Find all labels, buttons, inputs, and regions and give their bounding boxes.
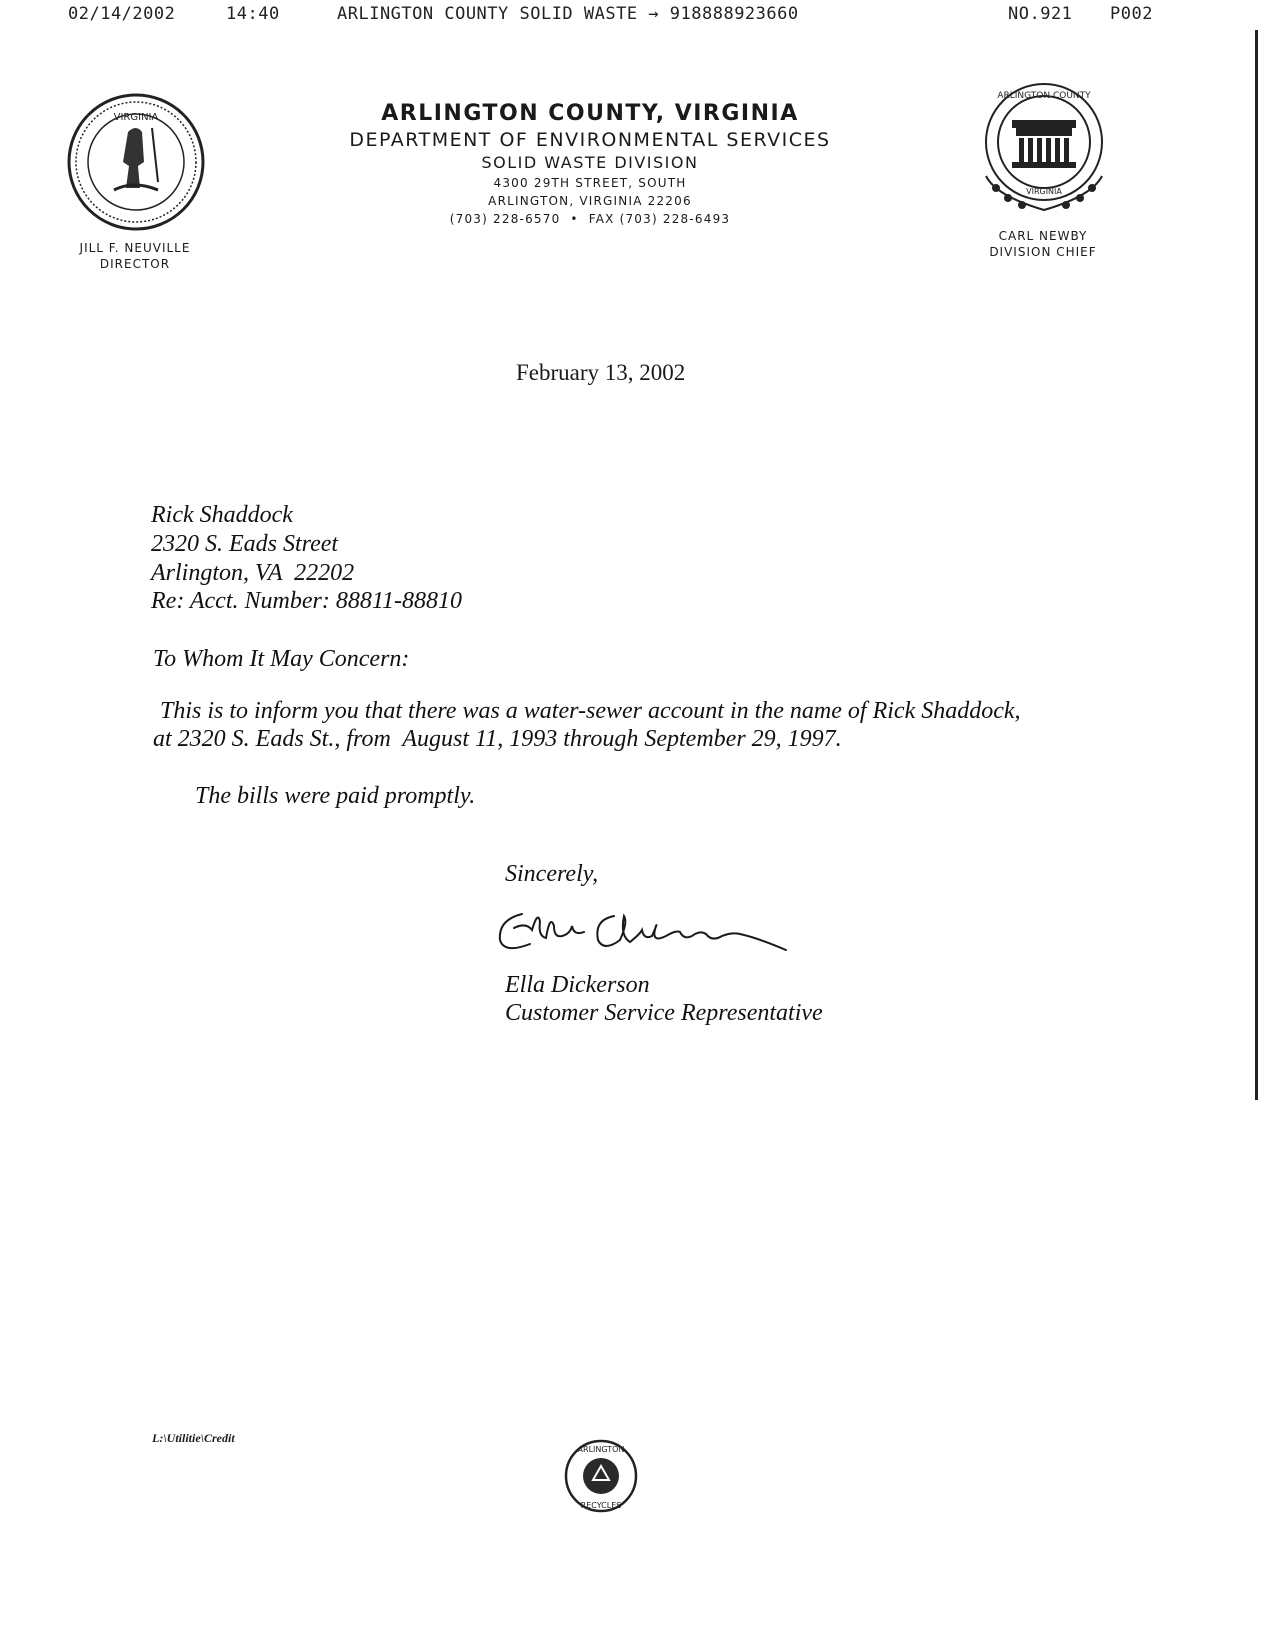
signature-image	[492, 900, 822, 972]
body-line-2: at 2320 S. Eads St., from August 11, 1993 through September 29, 1997.	[153, 726, 842, 752]
phone-fax: (703) 228-6570 • FAX (703) 228-6493	[449, 212, 731, 226]
body-line-1: This is to inform you that there was a water-sewer account in the name of Rick Shaddock,	[160, 698, 1021, 724]
county-title: ARLINGTON COUNTY, VIRGINIA	[381, 101, 799, 126]
svg-text:RECYCLES: RECYCLES	[580, 1501, 622, 1510]
recipient-city: Arlington, VA 22202	[151, 560, 355, 586]
file-path: L:\Utilitie\Credit	[152, 1431, 235, 1445]
recipient-name: Rick Shaddock	[151, 502, 293, 528]
svg-text:VIRGINIA: VIRGINIA	[113, 112, 159, 123]
signer-name: Ella Dickerson	[505, 972, 650, 998]
closing: Sincerely,	[505, 861, 599, 887]
director-title: DIRECTOR	[99, 257, 171, 271]
address-street: 4300 29TH STREET, SOUTH	[493, 176, 687, 190]
division-chief-title: DIVISION CHIEF	[989, 245, 1097, 259]
salutation: To Whom It May Concern:	[153, 646, 410, 672]
letter-date: February 13, 2002	[516, 360, 686, 385]
svg-text:ARLINGTON: ARLINGTON	[577, 1445, 625, 1454]
virginia-seal-icon	[66, 92, 206, 232]
scan-edge-line	[1255, 30, 1258, 1100]
fax-date: 02/14/2002	[68, 4, 176, 24]
fax-time: 14:40	[226, 4, 280, 24]
arlington-recycles-seal-icon	[563, 1438, 639, 1514]
fax-page: P002	[1110, 4, 1153, 24]
director-name: JILL F. NEUVILLE	[79, 241, 191, 255]
division-name: SOLID WASTE DIVISION	[481, 153, 699, 172]
division-chief-block	[968, 228, 1118, 260]
address-city: ARLINGTON, VIRGINIA 22206	[488, 194, 692, 208]
department-name: DEPARTMENT OF ENVIRONMENTAL SERVICES	[349, 129, 831, 151]
svg-text:VIRGINIA: VIRGINIA	[1026, 187, 1062, 196]
letterhead	[300, 100, 880, 228]
svg-text:ARLINGTON COUNTY: ARLINGTON COUNTY	[997, 91, 1091, 101]
fax-number: NO.921	[1008, 4, 1073, 24]
director-block	[60, 240, 210, 272]
body-line-3: The bills were paid promptly.	[195, 783, 476, 809]
fax-sender-line: ARLINGTON COUNTY SOLID WASTE → 918888923660	[337, 4, 799, 24]
signer-title: Customer Service Representative	[505, 1000, 823, 1026]
recipient-street: 2320 S. Eads Street	[151, 531, 339, 557]
account-reference: Re: Acct. Number: 88811-88810	[151, 588, 463, 614]
arlington-county-seal-icon	[972, 76, 1116, 220]
division-chief-name: CARL NEWBY	[998, 229, 1088, 243]
